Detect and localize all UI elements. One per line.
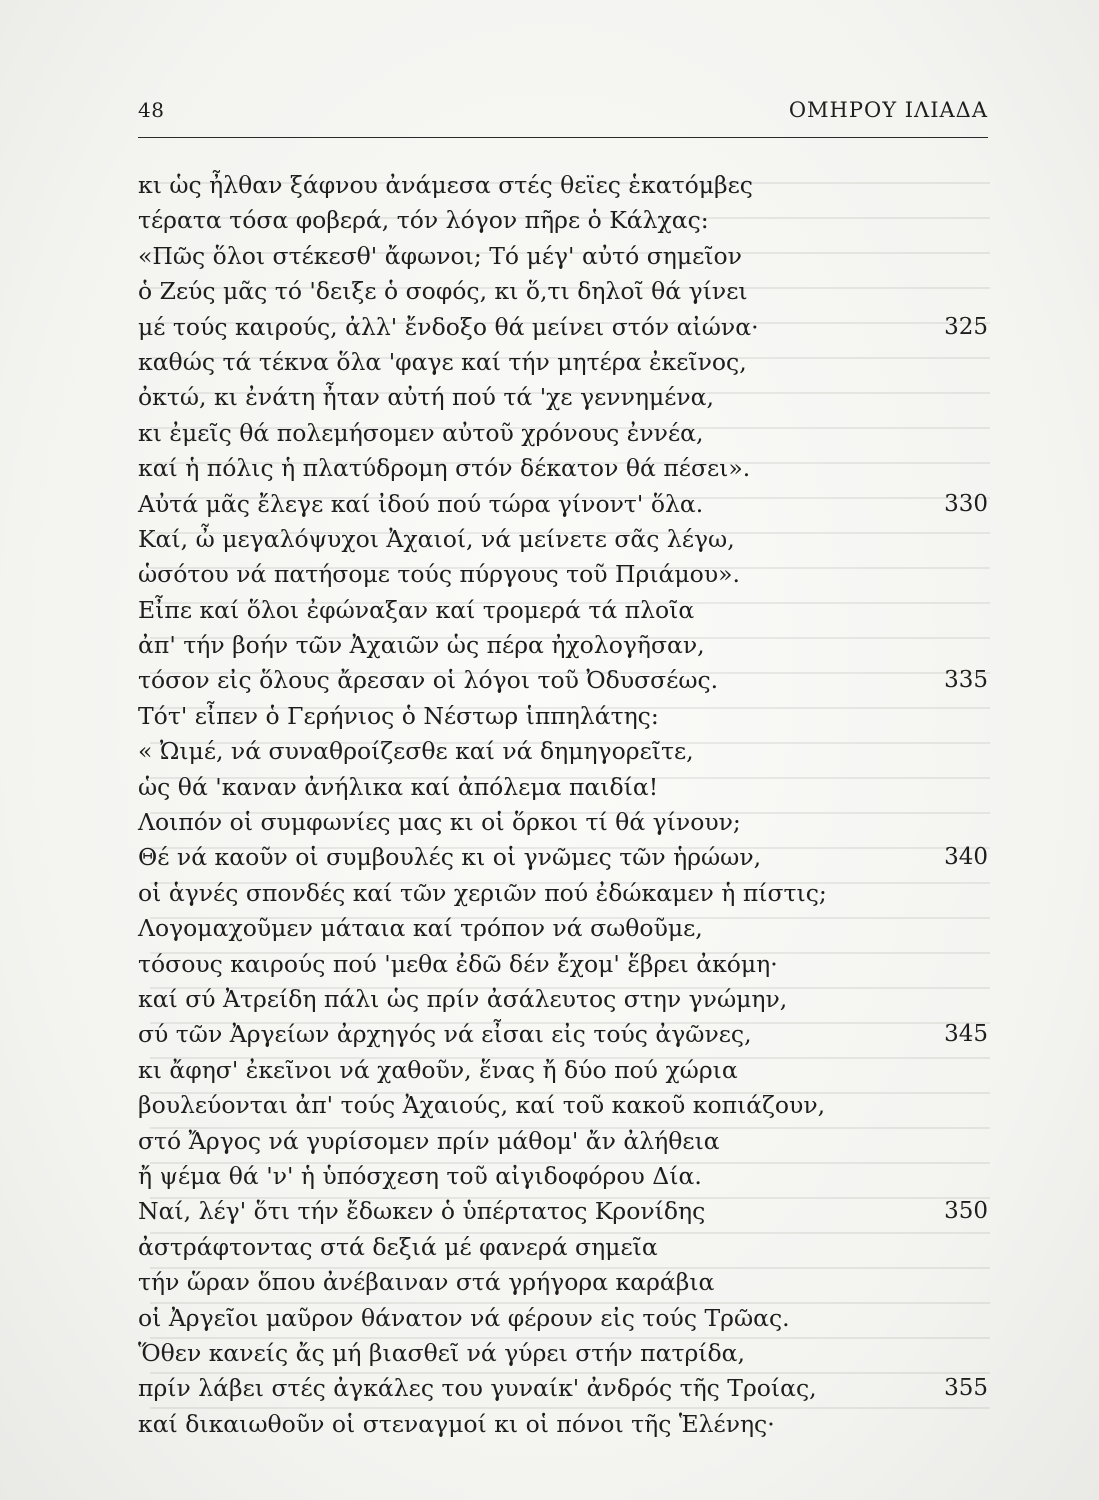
running-title: ΟΜΗΡΟΥ ΙΛΙΑΔΑ <box>788 98 988 122</box>
verse-line <box>138 557 988 592</box>
verse-line <box>138 1017 988 1052</box>
verse-line <box>138 487 988 522</box>
verse-text: ὡς θά 'καναν ἀνήλικα καί ἀπόλεμα παιδία! <box>138 772 659 801</box>
verse-text: οἱ ἁγνές σπονδές καί τῶν χεριῶν πού ἐδώκαμεν ἡ πίστις; <box>138 878 827 907</box>
verse-text: Θέ νά καοῦν οἱ συμβουλές κι οἱ γνῶμες τῶν ἡρώων, <box>138 843 762 872</box>
verse-line <box>138 345 988 380</box>
verse-text: «Πῶς ὅλοι στέκεσθ' ἄφωνοι; Τό μέγ' αὐτό σημεῖον <box>138 241 742 270</box>
verse-text: τόσους καιρούς πού 'μεθα ἐδῶ δέν ἔχομ' ἕβρει ἀκόμη· <box>138 949 778 978</box>
line-number: 355 <box>944 1375 988 1402</box>
verse-line <box>138 1159 988 1194</box>
line-number: 345 <box>944 1021 988 1048</box>
verse-line <box>138 1088 988 1123</box>
line-number: 340 <box>944 844 988 871</box>
line-number: 325 <box>944 313 988 340</box>
verse-text: κι ὡς ἦλθαν ξάφνου ἀνάμεσα στές θεϊες ἑκατόμβες <box>138 171 753 199</box>
verse-text: ἀστράφτοντας στά δεξιά μέ φανερά σημεῖα <box>138 1232 658 1261</box>
verse-line <box>138 1124 988 1159</box>
verse-line <box>138 947 988 982</box>
page-header <box>138 98 988 128</box>
verse-text: Λοιπόν οἱ συμφωνίες μας κι οἱ ὅρκοι τί θά γίνουν; <box>138 808 741 837</box>
verse-line <box>138 1371 988 1406</box>
verse-line <box>138 1053 988 1088</box>
verse-line <box>138 1301 988 1336</box>
verse-line <box>138 203 988 238</box>
verse-line <box>138 1265 988 1300</box>
verse-text: Ὅθεν κανείς ἄς μή βιασθεῖ νά γύρει στήν πατρίδα, <box>138 1338 745 1367</box>
verse-text: καί ἡ πόλις ἡ πλατύδρομη στόν δέκατον θά πέσει». <box>138 454 751 483</box>
verse-text: μέ τούς καιρούς, ἀλλ' ἔνδοξο θά μείνει στόν αἰώνα· <box>138 312 759 341</box>
verse-text: ὡσότου νά πατήσομε τούς πύργους τοῦ Πριάμου». <box>138 560 740 589</box>
line-number: 335 <box>944 667 988 694</box>
verse-text: σύ τῶν Ἀργείων ἀρχηγός νά εἶσαι εἰς τούς ἀγῶνες, <box>138 1020 752 1049</box>
verse-text: ἀπ' τήν βοήν τῶν Ἀχαιῶν ὡς πέρα ἠχολογῆσαν, <box>138 631 705 660</box>
poem-body <box>138 168 988 1442</box>
verse-text: ὀκτώ, κι ἐνάτη ἦταν αὐτή πού τά 'χε γεννημένα, <box>138 383 715 412</box>
verse-text: κι ἐμεῖς θά πολεμήσομεν αὐτοῦ χρόνους ἐννέα, <box>138 418 704 447</box>
verse-line <box>138 522 988 557</box>
verse-text: Τότ' εἶπεν ὁ Γερήνιος ὁ Νέστωρ ἱππηλάτης: <box>138 701 659 730</box>
verse-text: τόσον εἰς ὅλους ἄρεσαν οἱ λόγοι τοῦ Ὀδυσσέως. <box>138 666 719 695</box>
verse-line <box>138 168 988 203</box>
verse-text: Καί, ὦ μεγαλόψυχοι Ἀχαιοί, νά μείνετε σᾶς λέγω, <box>138 524 735 553</box>
verse-line <box>138 699 988 734</box>
verse-text: πρίν λάβει στές ἀγκάλες του γυναίκ' ἀνδρός τῆς Τροίας, <box>138 1374 817 1403</box>
line-number: 350 <box>944 1198 988 1225</box>
verse-line <box>138 770 988 805</box>
header-rule <box>138 137 988 138</box>
verse-text: τέρατα τόσα φοβερά, τόν λόγον πῆρε ὁ Κάλχας: <box>138 206 709 235</box>
verse-line <box>138 840 988 875</box>
verse-line <box>138 416 988 451</box>
verse-line <box>138 310 988 345</box>
verse-line <box>138 451 988 486</box>
verse-line <box>138 805 988 840</box>
verse-text: καθώς τά τέκνα ὅλα 'φαγε καί τήν μητέρα ἐκεῖνος, <box>138 347 747 376</box>
verse-text: καί δικαιωθοῦν οἱ στεναγμοί κι οἱ πόνοι τῆς Ἑλένης· <box>138 1409 775 1438</box>
verse-line <box>138 911 988 946</box>
verse-line <box>138 734 988 769</box>
verse-line <box>138 380 988 415</box>
verse-text: ἤ ψέμα θά 'ν' ἡ ὑπόσχεση τοῦ αἰγιδοφόρου Δία. <box>138 1161 702 1190</box>
verse-text: Ναί, λέγ' ὅτι τήν ἔδωκεν ὁ ὑπέρτατος Κρονίδης <box>138 1197 706 1226</box>
verse-line <box>138 876 988 911</box>
verse-text: οἱ Ἀργεῖοι μαῦρον θάνατον νά φέρουν εἰς τούς Τρῶας. <box>138 1303 790 1332</box>
verse-line <box>138 1230 988 1265</box>
verse-line <box>138 1336 988 1371</box>
verse-line <box>138 1407 988 1442</box>
verse-text: Αὐτά μᾶς ἔλεγε καί ἰδού πού τώρα γίνοντ' ὅλα. <box>138 489 704 518</box>
verse-line <box>138 663 988 698</box>
verse-line <box>138 239 988 274</box>
verse-text: Εἶπε καί ὅλοι ἐφώναξαν καί τρομερά τά πλοῖα <box>138 595 695 624</box>
verse-line <box>138 274 988 309</box>
verse-line <box>138 628 988 663</box>
verse-text: Λογομαχοῦμεν μάταια καί τρόπον νά σωθοῦμε, <box>138 914 703 943</box>
verse-text: στό Ἄργος νά γυρίσομεν πρίν μάθομ' ἄν ἀλήθεια <box>138 1126 720 1155</box>
line-number: 330 <box>944 490 988 517</box>
verse-text: κι ἄφησ' ἐκεῖνοι νά χαθοῦν, ἕνας ἤ δύο πού χώρια <box>138 1055 738 1084</box>
verse-line <box>138 1194 988 1229</box>
verse-text: καί σύ Ἀτρείδη πάλι ὡς πρίν ἀσάλευτος στην γνώμην, <box>138 984 788 1013</box>
verse-text: ὁ Ζεύς μᾶς τό 'δειξε ὁ σοφός, κι ὅ,τι δηλοῖ θά γίνει <box>138 277 748 306</box>
verse-text: τήν ὥραν ὅπου ἀνέβαιναν στά γρήγορα καράβια <box>138 1268 715 1297</box>
verse-text: βουλεύονται ἀπ' τούς Ἀχαιούς, καί τοῦ κακοῦ κοπιάζουν, <box>138 1091 826 1120</box>
verse-line <box>138 593 988 628</box>
page-number: 48 <box>138 98 165 122</box>
verse-text: « Ὠιμέ, νά συναθροίζεσθε καί νά δημηγορεῖτε, <box>138 737 694 766</box>
verse-line <box>138 982 988 1017</box>
